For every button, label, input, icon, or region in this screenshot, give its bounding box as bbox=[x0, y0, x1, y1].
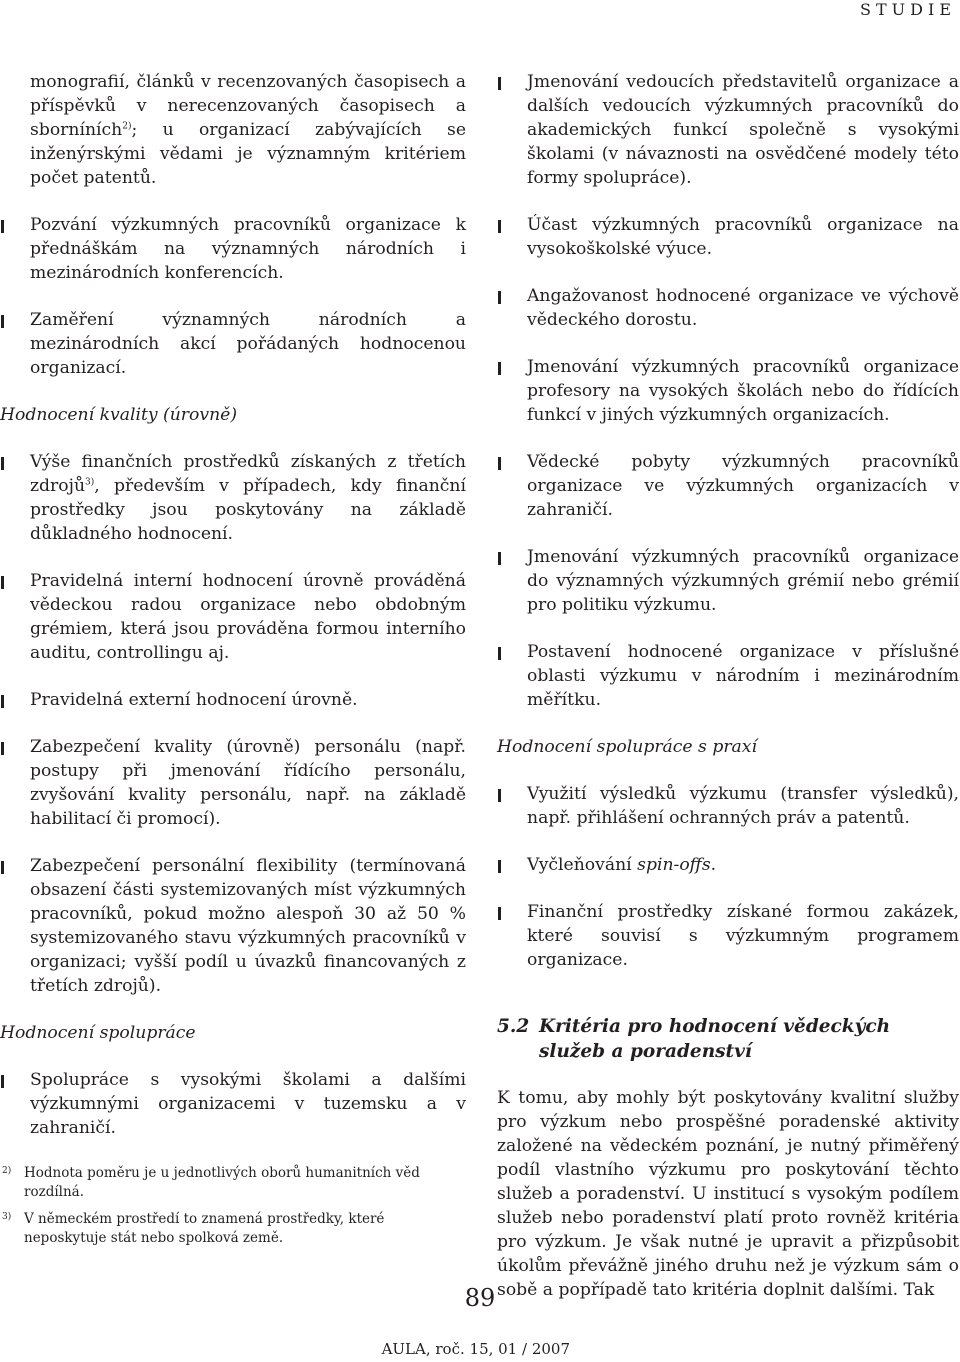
list-item bbox=[497, 450, 959, 522]
list-item bbox=[0, 854, 466, 998]
footnote-ref: 3) bbox=[85, 477, 95, 488]
list-item bbox=[497, 853, 959, 877]
bullet-mark bbox=[498, 552, 501, 565]
section-title-text: Kritéria pro hodnocení vědeckých služeb a poradenství bbox=[539, 1016, 891, 1062]
list-item bbox=[0, 688, 466, 712]
list-item-text: Spolupráce s vysokými školami a dalšími výzkumnými organizacemi v tuzemsku a v zahraničí. bbox=[30, 1070, 466, 1138]
footnote-ref: 2) bbox=[122, 121, 132, 132]
bullet-mark bbox=[498, 907, 501, 920]
list-item-text: Jmenování výzkumných pracovníků organizace do významných výzkumných grémií nebo grémií pro politiku výzkumu. bbox=[527, 547, 959, 615]
list-item bbox=[497, 900, 959, 972]
bullet-mark bbox=[1, 742, 4, 755]
list-item bbox=[497, 545, 959, 617]
bullet-mark bbox=[1, 576, 4, 589]
list-item bbox=[0, 1068, 466, 1140]
footnote bbox=[0, 1164, 466, 1202]
bullet-mark bbox=[498, 77, 501, 90]
list-item bbox=[0, 213, 466, 285]
list-item bbox=[497, 284, 959, 332]
bullet-mark bbox=[498, 457, 501, 470]
list-item-text: Zabezpečení kvality (úrovně) personálu (např. postupy při jmenování řídícího personálu, zvyšování kvality personálu, např. na základě habilitací či promocí). bbox=[30, 737, 466, 829]
list-item-text: Vyčleňování bbox=[527, 855, 638, 875]
list-item-text: Finanční prostředky získané formou zakázek, které souvisí s výzkumným programem organizace. bbox=[527, 902, 959, 970]
list-item-text: Jmenování vedoucích představitelů organizace a dalších vedoucích výzkumných pracovníků do akademických funkcí společně s vysokými školami (v návaznosti na osvědčené modely této formy spolupráce). bbox=[527, 72, 959, 188]
intro-text-pre: monografií, článků v recenzovaných časopisech a příspěvků v nerecenzovaných časopisech a sborníních bbox=[30, 72, 466, 140]
list-item-emphasis: spin-offs bbox=[637, 855, 711, 875]
list-item bbox=[0, 308, 466, 380]
bullet-mark bbox=[1, 457, 4, 470]
section-number: 5.2 bbox=[497, 1016, 530, 1037]
subheading-practice: Hodnocení spolupráce s praxí bbox=[497, 737, 757, 757]
list-item bbox=[0, 569, 466, 665]
subheading-quality: Hodnocení kvality (úrovně) bbox=[0, 405, 238, 425]
list-item bbox=[497, 640, 959, 712]
section-heading bbox=[497, 1014, 959, 1064]
bullet-mark bbox=[1, 695, 4, 708]
list-item bbox=[497, 782, 959, 830]
bullet-mark bbox=[498, 647, 501, 660]
list-item bbox=[497, 355, 959, 427]
list-item bbox=[0, 450, 466, 546]
list-item bbox=[497, 213, 959, 261]
intro-text-post: ; u organizací zabývajících se inženýrskými vědami je významným kritériem počet patentů. bbox=[30, 120, 466, 188]
list-item-text: Vědecké pobyty výzkumných pracovníků organizace ve výzkumných organizacích v zahraničí. bbox=[527, 452, 959, 520]
bullet-mark bbox=[1, 315, 4, 328]
bullet-mark bbox=[498, 362, 501, 375]
list-item bbox=[0, 735, 466, 831]
list-item-text: Pozvání výzkumných pracovníků organizace k přednáškám na významných národních i mezinárodních konferencích. bbox=[30, 215, 466, 283]
bullet-mark bbox=[498, 220, 501, 233]
bullet-mark bbox=[1, 220, 4, 233]
list-item-text: Výše finančních prostředků získaných z třetích zdrojů bbox=[30, 452, 466, 496]
left-column bbox=[0, 70, 466, 1163]
section-body: K tomu, aby mohly být poskytovány kvalitní služby pro výzkum nebo prospěšné poradenské aktivity založené na vědeckém poznání, je nutný přiměřený podíl vlastního výzkumu pro poskytování těchto služeb a poradenství. U institucí s vysokým podílem služeb nebo poradenství platí proto rovněž kritéria pro výzkum. Je však nutné je upravit a přizpůsobit úkolům převážně jiného druhu než je výzkum sám o sobě a popřípadě tato kritéria doplnit dalšími. Tak bbox=[497, 1088, 959, 1300]
list-item-text: Jmenování výzkumných pracovníků organizace profesory na vysokých školách nebo do řídících funkcí v jiných výzkumných organizacích. bbox=[527, 357, 959, 425]
list-item-text: Využití výsledků výzkumu (transfer výsledků), např. přihlášení ochranných práv a patentů. bbox=[527, 784, 959, 828]
bullet-mark bbox=[498, 860, 501, 873]
list-item-text: Pravidelná interní hodnocení úrovně prováděná vědeckou radou organizace nebo obdobným grémiem, která jsou prováděna formou interního auditu, controllingu aj. bbox=[30, 571, 466, 663]
bullet-mark bbox=[1, 861, 4, 874]
bullet-mark bbox=[498, 789, 501, 802]
list-item-text: Účast výzkumných pracovníků organizace na vysokoškolské výuce. bbox=[527, 215, 959, 259]
footnote-number: 2) bbox=[2, 1166, 12, 1176]
list-item-text: Zabezpečení personální flexibility (termínovaná obsazení části systemizovaných míst výzkumných pracovníků, pokud možno alespoň 30 až 50 % systemizovaného stavu výzkumných pracovníků v organizaci; vyšší podíl u úvazků financovaných z třetích zdrojů). bbox=[30, 856, 466, 996]
section-header: STUDIE bbox=[860, 0, 956, 19]
footnote-text: Hodnota poměru je u jednotlivých oborů humanitních věd rozdílná. bbox=[24, 1165, 420, 1200]
footnote bbox=[0, 1210, 466, 1248]
footnotes bbox=[0, 1164, 466, 1256]
list-item-text: Angažovanost hodnocené organizace ve výchově vědeckého dorostu. bbox=[527, 286, 959, 330]
list-item-text: Zaměření významných národních a mezinárodních akcí pořádaných hodnocenou organizací. bbox=[30, 310, 466, 378]
bullet-mark bbox=[1, 1075, 4, 1088]
list-item-text: Pravidelná externí hodnocení úrovně. bbox=[30, 690, 358, 710]
journal-citation: AULA, roč. 15, 01 / 2007 bbox=[381, 1340, 570, 1358]
page-number: 89 bbox=[464, 1284, 496, 1312]
right-column bbox=[497, 70, 959, 1302]
list-item bbox=[497, 70, 959, 190]
footnote-text: V německém prostředí to znamená prostředky, které neposkytuje stát nebo spolková země. bbox=[24, 1211, 385, 1246]
list-item-text: . bbox=[710, 855, 717, 875]
list-item-text: Postavení hodnocené organizace v příslušné oblasti výzkumu v národním i mezinárodním měřítku. bbox=[527, 642, 959, 710]
footnote-number: 3) bbox=[2, 1212, 12, 1222]
list-item bbox=[0, 70, 466, 190]
subheading-cooperation: Hodnocení spolupráce bbox=[0, 1023, 196, 1043]
bullet-mark bbox=[498, 291, 501, 304]
list-item-text: , především v případech, kdy finanční prostředky jsou poskytovány na základě důkladného hodnocení. bbox=[30, 476, 466, 544]
